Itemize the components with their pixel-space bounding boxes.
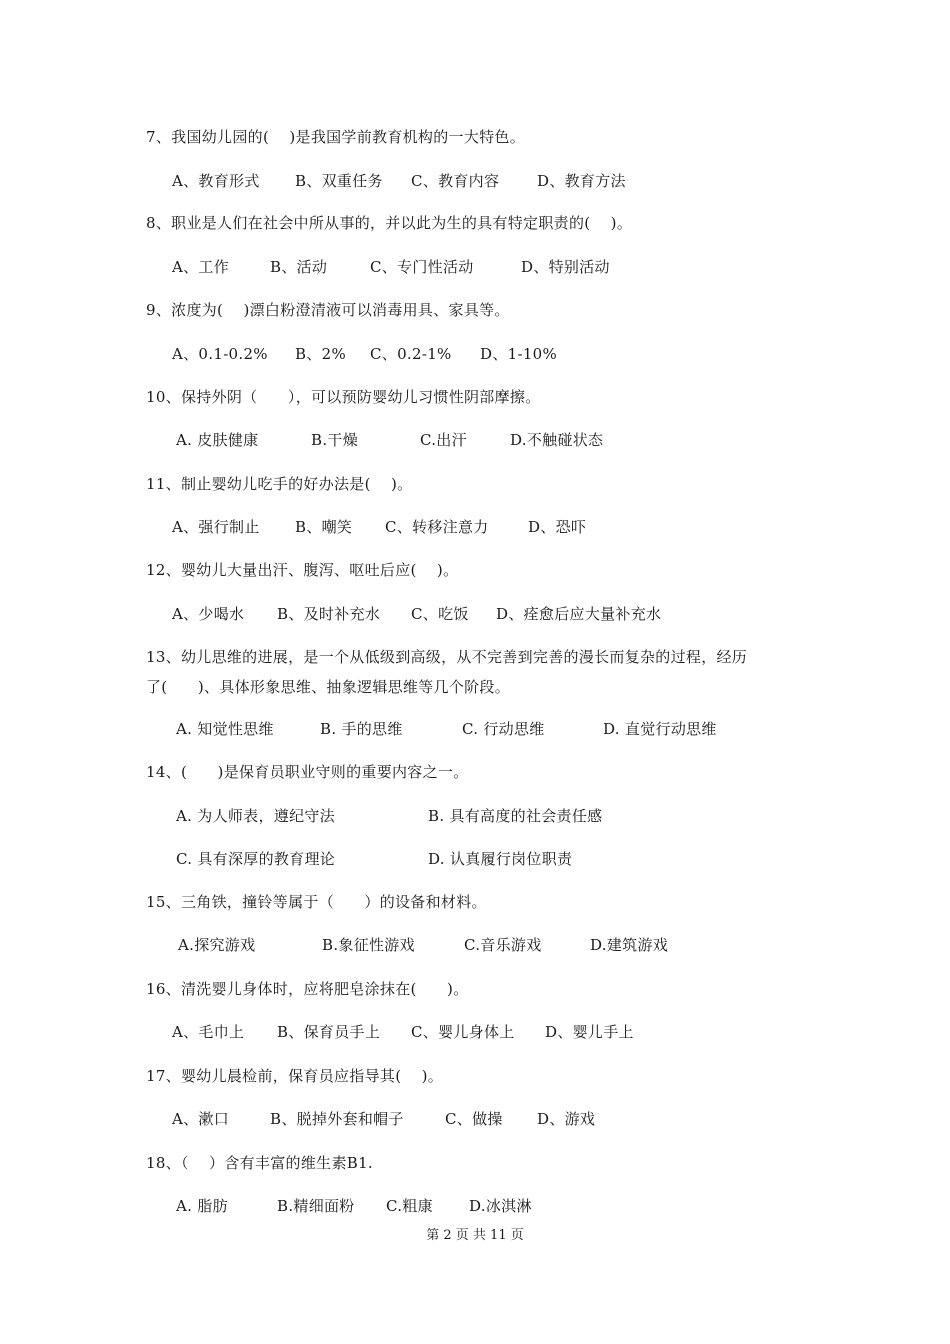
page-footer: 第 2 页 共 11 页	[426, 1228, 524, 1243]
question-12-option-b: B、及时补充水	[277, 605, 381, 623]
question-16-option-a: A、毛巾上	[172, 1023, 245, 1041]
question-18-option-a: A. 脂肪	[176, 1197, 228, 1215]
question-8-option-b: B、活动	[270, 258, 328, 276]
question-15-stem: 15、三角铁，撞铃等属于（ ）的设备和材料。	[146, 893, 487, 911]
question-15-option-a: A.探究游戏	[178, 936, 256, 954]
question-7-stem: 7、我国幼儿园的( )是我国学前教育机构的一大特色。	[146, 128, 526, 146]
question-17-option-b: B、脱掉外套和帽子	[270, 1110, 404, 1128]
question-7-option-d: D、教育方法	[537, 172, 626, 190]
question-15-option-c: C.音乐游戏	[464, 936, 542, 954]
question-14-option-b: B. 具有高度的社会责任感	[428, 807, 603, 825]
question-8-option-c: C、专门性活动	[370, 258, 474, 276]
question-17-stem: 17、婴幼儿晨检前，保育员应指导其( )。	[146, 1067, 444, 1085]
question-12-option-c: C、吃饭	[411, 605, 469, 623]
question-10-option-a: A. 皮肤健康	[176, 431, 259, 449]
question-8-option-d: D、特别活动	[521, 258, 610, 276]
question-10-option-b: B.干燥	[311, 431, 358, 449]
question-11-stem: 11、制止婴幼儿吃手的好办法是( )。	[146, 475, 413, 493]
question-9-option-a: A、0.1-0.2%	[172, 345, 268, 363]
question-10-option-c: C.出汗	[420, 431, 467, 449]
question-14-option-d: D. 认真履行岗位职责	[428, 850, 573, 868]
question-7-option-b: B、双重任务	[295, 172, 383, 190]
question-15-option-d: D.建筑游戏	[590, 936, 669, 954]
question-8-option-a: A、工作	[172, 258, 230, 276]
question-18-option-b: B.精细面粉	[277, 1197, 355, 1215]
question-14-option-a: A. 为人师表，遵纪守法	[176, 807, 335, 825]
question-17-option-a: A、漱口	[172, 1110, 230, 1128]
question-13-stem-line-2: 了( )、具体形象思维、抽象逻辑思维等几个阶段。	[146, 678, 511, 696]
question-9-stem: 9、浓度为( )漂白粉澄清液可以消毒用具、家具等。	[146, 301, 510, 319]
question-11-option-d: D、恐吓	[528, 518, 587, 536]
question-17-option-c: C、做操	[445, 1110, 503, 1128]
question-17-option-d: D、游戏	[537, 1110, 596, 1128]
question-9-option-c: C、0.2-1%	[370, 345, 452, 363]
question-16-option-b: B、保育员手上	[277, 1023, 381, 1041]
question-13-option-c: C. 行动思维	[462, 720, 545, 738]
question-13-option-a: A. 知觉性思维	[176, 720, 274, 738]
question-7-option-a: A、教育形式	[172, 172, 260, 190]
question-18-option-c: C.粗康	[386, 1197, 433, 1215]
question-8-stem: 8、职业是人们在社会中所从事的，并以此为生的具有特定职责的( )。	[146, 214, 633, 232]
question-12-option-d: D、痊愈后应大量补充水	[496, 605, 662, 623]
question-9-option-d: D、1-10%	[480, 345, 558, 363]
question-12-stem: 12、婴幼儿大量出汗、腹泻、呕吐后应( )。	[146, 561, 459, 579]
question-13-stem-line-1: 13、幼儿思维的进展，是一个从低级到高级，从不完善到完善的漫长而复杂的过程，经历	[146, 648, 748, 666]
question-18-option-d: D.冰淇淋	[469, 1197, 532, 1215]
question-14-option-c: C. 具有深厚的教育理论	[176, 850, 336, 868]
question-11-option-c: C、转移注意力	[385, 518, 489, 536]
question-10-option-d: D.不触碰状态	[510, 431, 604, 449]
question-10-stem: 10、保持外阴（ ），可以预防婴幼儿习惯性阴部摩擦。	[146, 388, 541, 406]
question-9-option-b: B、2%	[295, 345, 347, 363]
question-12-option-a: A、少喝水	[172, 605, 245, 623]
question-18-stem: 18、（ ）含有丰富的维生素B1.	[146, 1154, 373, 1172]
question-11-option-b: B、嘲笑	[295, 518, 353, 536]
question-7-option-c: C、教育内容	[411, 172, 500, 190]
question-11-option-a: A、强行制止	[172, 518, 260, 536]
question-16-option-c: C、婴儿身体上	[411, 1023, 515, 1041]
question-14-stem: 14、( )是保育员职业守则的重要内容之一。	[146, 763, 469, 781]
question-13-option-d: D. 直觉行动思维	[603, 720, 717, 738]
question-13-option-b: B. 手的思维	[320, 720, 403, 738]
question-16-option-d: D、婴儿手上	[545, 1023, 634, 1041]
question-15-option-b: B.象征性游戏	[322, 936, 415, 954]
question-16-stem: 16、清洗婴儿身体时，应将肥皂涂抹在( )。	[146, 980, 469, 998]
